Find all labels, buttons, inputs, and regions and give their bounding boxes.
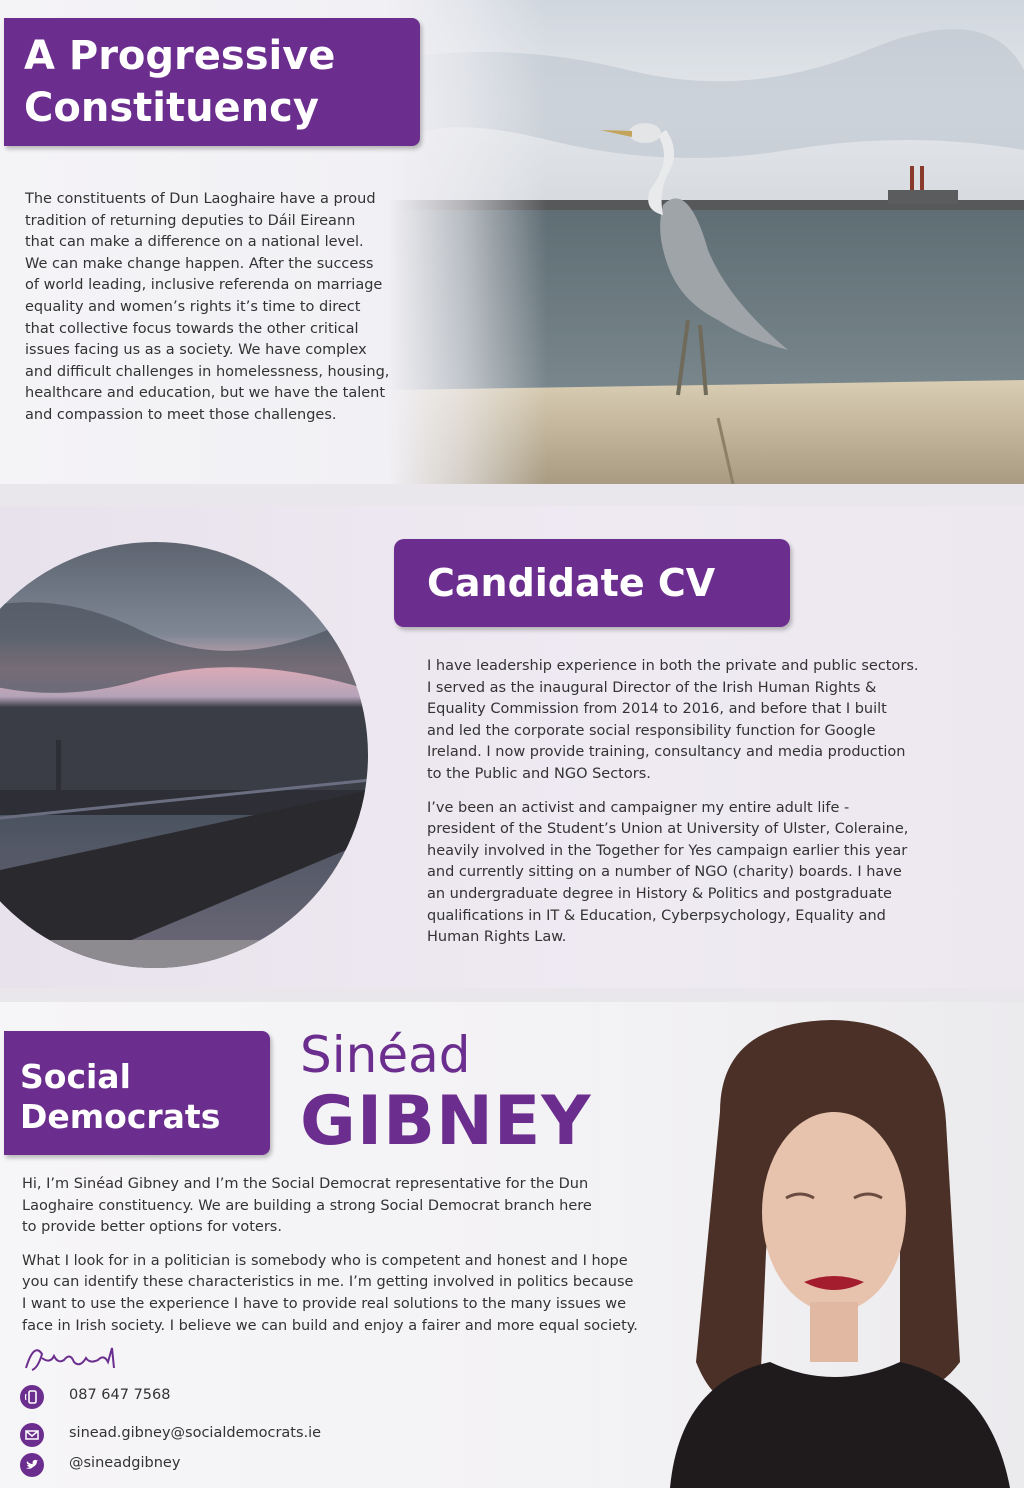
section-title-box [4, 18, 420, 146]
body-line: that can make a difference on a national level. [25, 234, 364, 251]
email-address: sinead.gibney@socialdemocrats.ie [69, 1425, 322, 1441]
intro-paragraph-1 [22, 1174, 642, 1239]
body-line: and currently sitting on a number of NGO (charity) boards. I have [427, 864, 902, 881]
body-line: Human Rights Law. [427, 929, 567, 946]
twitter-bird-icon [20, 1453, 44, 1477]
constituency-body-text [25, 189, 410, 427]
body-line: face in Irish society. I believe we can build and enjoy a fairer and more equal society. [22, 1317, 638, 1334]
cv-body-text [427, 656, 957, 961]
body-line: to provide better options for voters. [22, 1219, 282, 1236]
handwritten-signature [20, 1334, 130, 1380]
section-title-line1: A Progressive [24, 33, 336, 79]
progressive-constituency-panel [0, 0, 1024, 484]
body-line: equality and women’s rights it’s time to direct [25, 298, 361, 315]
body-line: I want to use the experience I have to provide real solutions to the many issues we [22, 1295, 627, 1312]
party-logo-box [4, 1031, 270, 1155]
cv-paragraph-1 [427, 656, 957, 786]
body-line: heavily involved in the Together for Yes campaign earlier this year [427, 842, 908, 859]
body-line: and compassion to meet those challenges. [25, 406, 337, 423]
candidate-cv-title-box [394, 539, 790, 627]
phone-number: 087 647 7568 [69, 1387, 171, 1403]
twitter-handle: @sineadgibney [69, 1455, 181, 1471]
body-line: The constituents of Dun Laoghaire have a proud [25, 191, 376, 207]
candidate-intro-panel [0, 1002, 1024, 1488]
body-line: What I look for in a politician is somebody who is competent and honest and I hope [22, 1252, 628, 1269]
body-line: to the Public and NGO Sectors. [427, 765, 651, 782]
body-line: healthcare and education, but we have the talent [25, 385, 386, 402]
harbour-pier-photo [0, 540, 370, 970]
party-name-line1: Social [20, 1057, 131, 1096]
body-line: an undergraduate degree in History & Politics and postgraduate [427, 885, 892, 902]
body-line: I have leadership experience in both the private and public sectors. [427, 658, 919, 674]
candidate-last-name: GIBNEY [300, 1082, 592, 1161]
party-name-line2: Democrats [20, 1097, 221, 1136]
intro-body-text [22, 1174, 642, 1349]
heron-seafront-photo [388, 0, 1024, 484]
body-line: and led the corporate social responsibility function for Google [427, 722, 876, 739]
body-line: tradition of returning deputies to Dáil Eireann [25, 212, 356, 229]
candidate-cv-panel [0, 506, 1024, 988]
body-line: of world leading, inclusive referenda on marriage [25, 277, 383, 294]
body-line: We can make change happen. After the success [25, 255, 374, 272]
body-line: president of the Student’s Union at University of Ulster, Coleraine, [427, 821, 909, 838]
candidate-cv-title: Candidate CV [427, 561, 716, 605]
body-line: you can identify these characteristics in me. I’m getting involved in politics because [22, 1274, 634, 1291]
body-line: qualifications in IT & Education, Cyberpsychology, Equality and [427, 907, 886, 924]
envelope-icon [20, 1423, 44, 1447]
body-line: Equality Commission from 2014 to 2016, and before that I built [427, 701, 887, 718]
body-line: and difficult challenges in homelessness, housing, [25, 363, 390, 380]
section-title-line2: Constituency [24, 85, 319, 131]
candidate-portrait-photo [600, 1002, 1024, 1488]
candidate-first-name: Sinéad [300, 1026, 471, 1084]
body-line: I served as the inaugural Director of the Irish Human Rights & [427, 679, 877, 696]
body-line: I’ve been an activist and campaigner my entire adult life - [427, 799, 850, 816]
body-line: Hi, I’m Sinéad Gibney and I’m the Social Democrat representative for the Dun [22, 1176, 589, 1192]
body-line: that collective focus towards the other critical [25, 320, 359, 337]
body-line: issues facing us as a society. We have complex [25, 342, 367, 359]
intro-paragraph-2 [22, 1251, 642, 1337]
cv-paragraph-2 [427, 798, 957, 949]
body-line: Ireland. I now provide training, consultancy and media production [427, 744, 906, 761]
body-line: Laoghaire constituency. We are building a strong Social Democrat branch here [22, 1197, 592, 1214]
phone-icon [20, 1385, 44, 1409]
